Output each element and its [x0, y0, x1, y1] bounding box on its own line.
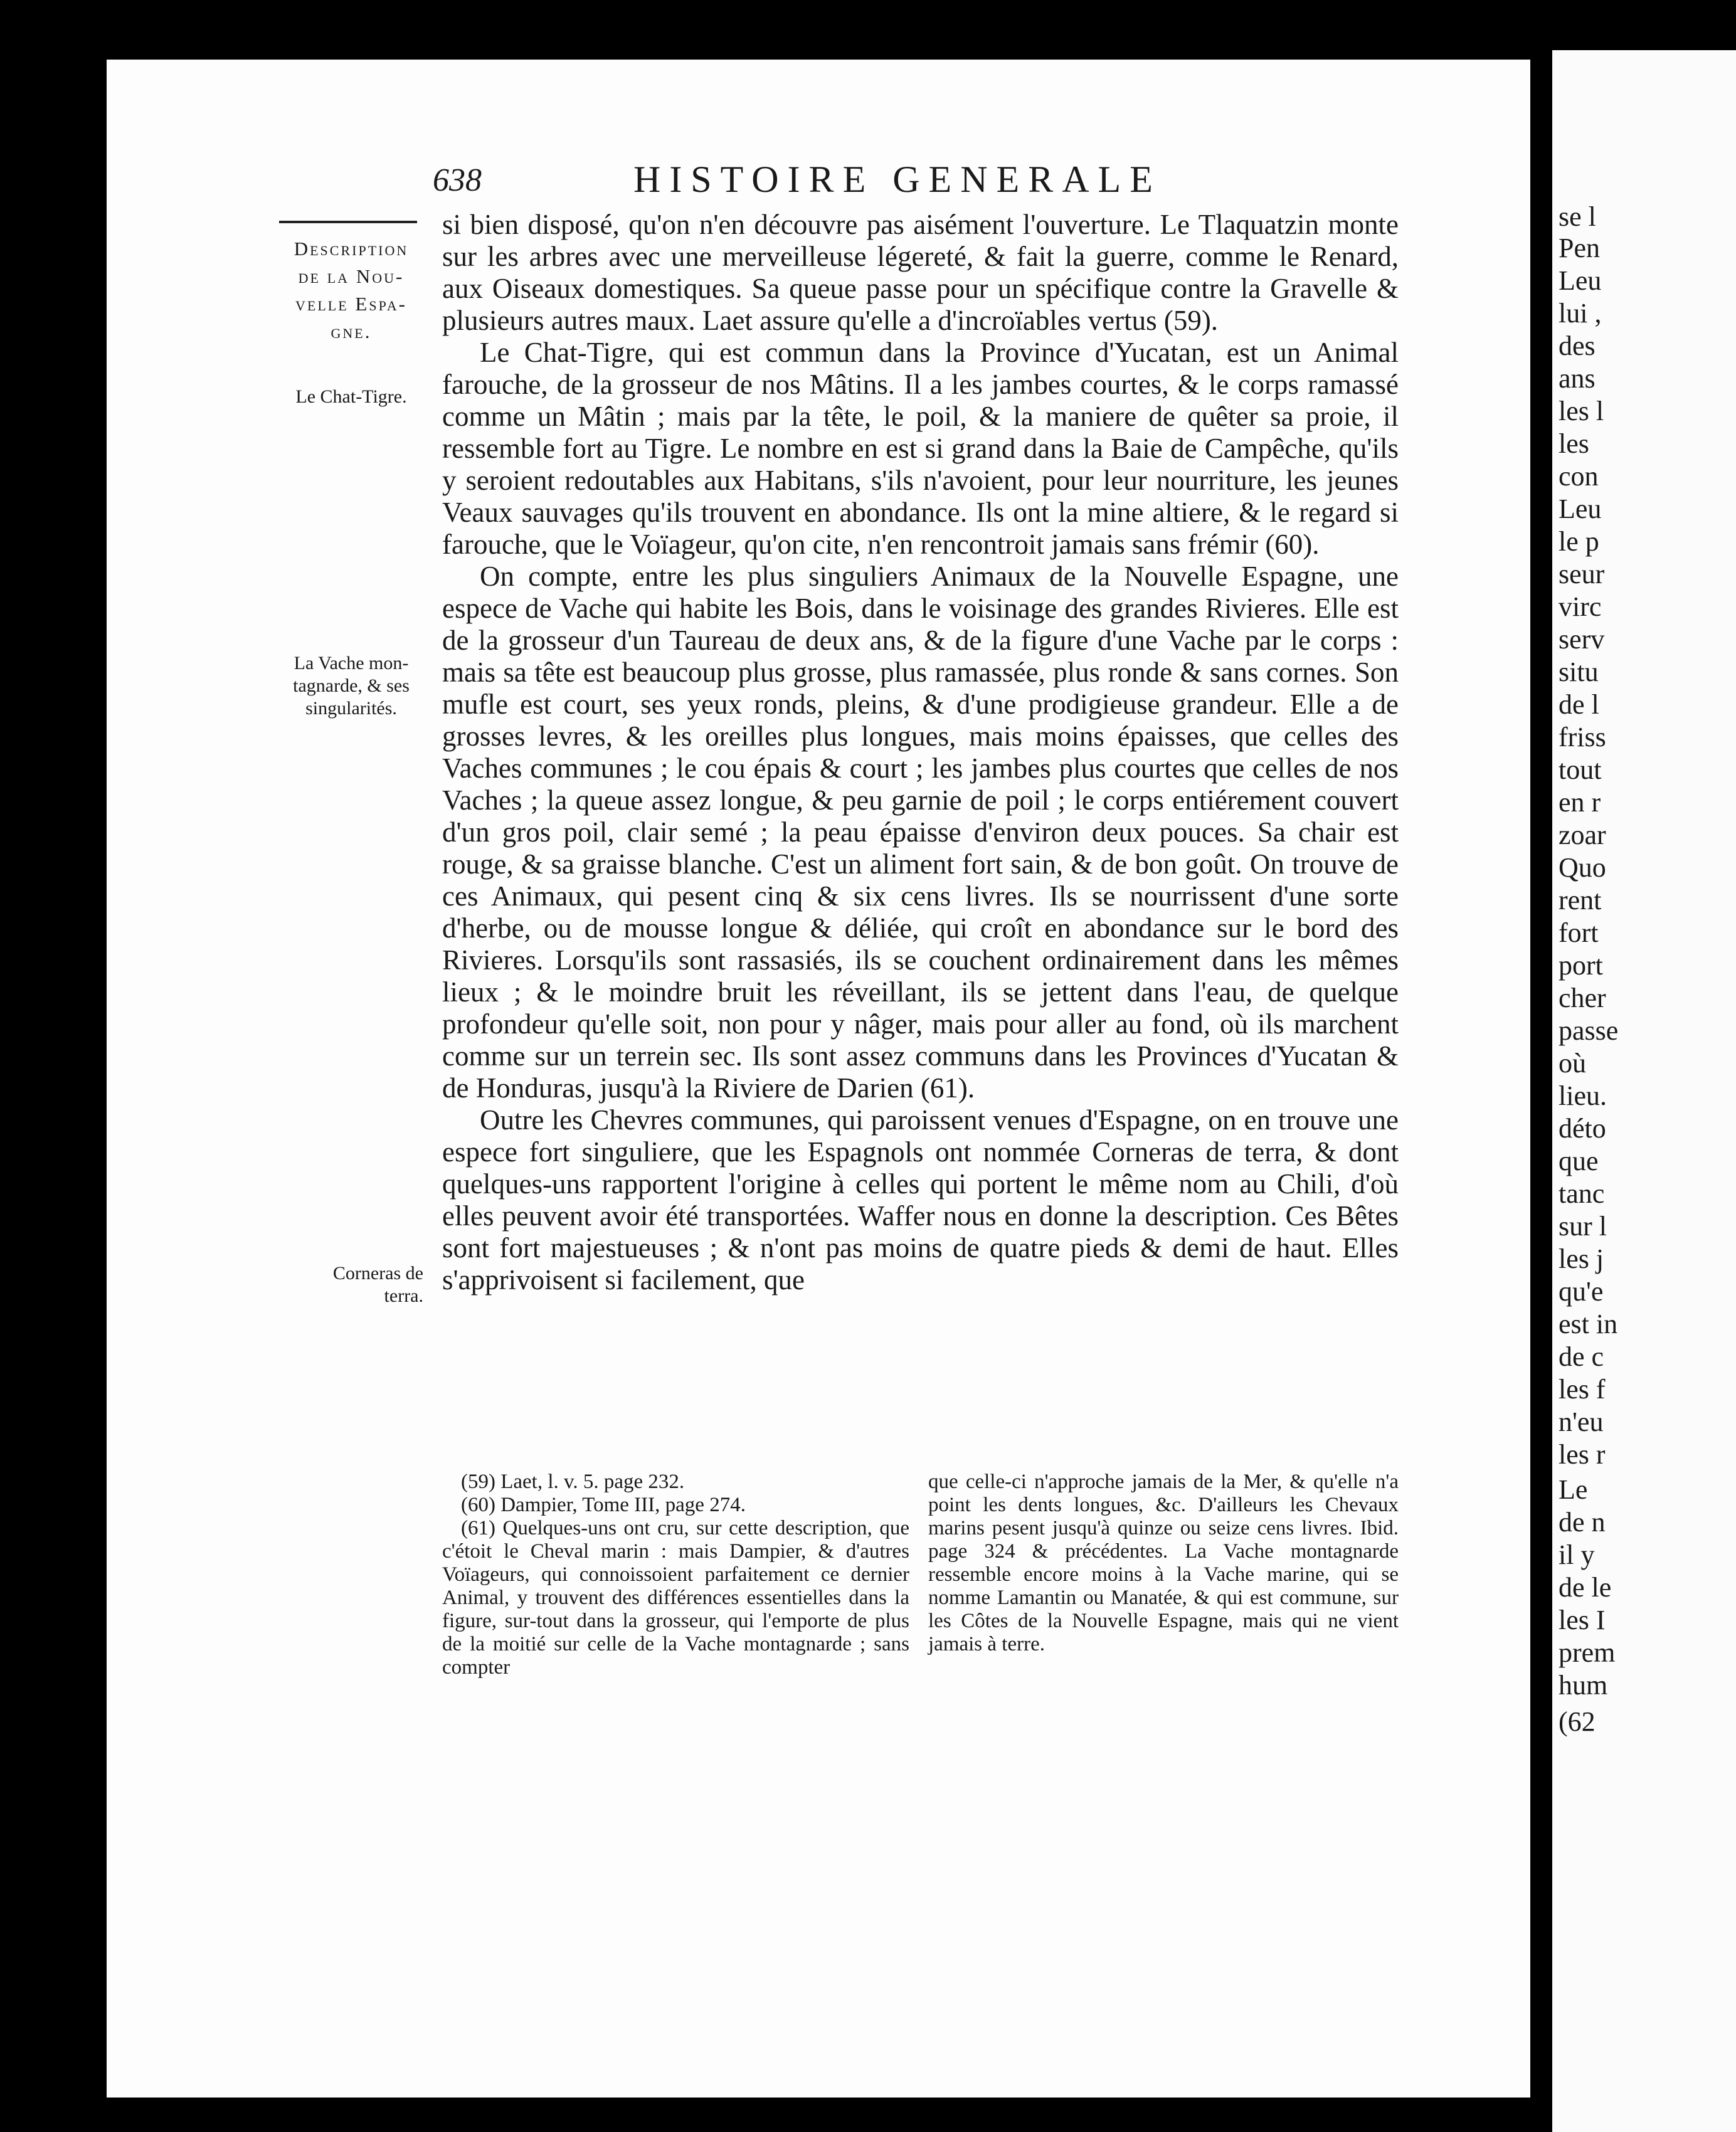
right-page-line: déto — [1559, 1113, 1606, 1144]
right-page-line: fort — [1559, 917, 1599, 948]
right-page-line: de le — [1559, 1572, 1612, 1603]
right-page-line: Leu — [1559, 493, 1602, 524]
right-page-line: se l — [1559, 201, 1596, 232]
footnote: (61) Quelques-uns ont cru, sur cette description, que c'étoit le Cheval marin : mais Dampier, & d'autres Voïageurs, qui connoissoient parfaitement ce dernier Animal, y trouvent des différences essentielles dans la figure, sur-tout dans la grosseur, qui l'emporte de plus de la moitié sur celle de la Vache montagnarde ; sans compter — [442, 1517, 909, 1679]
page-header — [433, 159, 1204, 207]
right-page-line: qu'e — [1559, 1276, 1604, 1307]
margin-note-chat-tigre: Le Chat-Tigre. — [295, 386, 407, 407]
footnote: (59) Laet, l. v. 5. page 232. — [461, 1470, 685, 1493]
right-page-line: les — [1559, 428, 1589, 459]
right-page-line: les f — [1559, 1374, 1606, 1405]
right-page-line: de l — [1559, 689, 1599, 720]
right-page-line: zoar — [1559, 820, 1606, 850]
right-page-line: Pen — [1559, 233, 1600, 263]
footnote-continuation: que celle-ci n'approche jamais de la Mer, & qu'elle n'a point les dents longues, &c. D'ailleurs les Chevaux marins pesent jusqu'à quinze ou seize cens livres. Ibid. page 324 & précédentes. La Vache montagnarde ressemble encore moins à la Vache marine, qui se nomme Lamantin ou Manatée, & qui est commune, sur les Côtes de la Nouvelle Espagne, mais qui ne vient jamais à terre. — [928, 1470, 1399, 1655]
right-page-line: Le — [1559, 1474, 1588, 1505]
right-page-line: (62 — [1559, 1706, 1596, 1737]
margin-rule — [279, 221, 417, 223]
right-page-line: virc — [1559, 591, 1602, 622]
right-page-line: que — [1559, 1146, 1599, 1176]
right-page-line: n'eu — [1559, 1406, 1604, 1437]
right-page-line: port — [1559, 950, 1603, 981]
right-page-line: sur l — [1559, 1211, 1607, 1242]
right-page-line: passe — [1559, 1015, 1619, 1046]
right-page-line: con — [1559, 461, 1599, 492]
margin-note-vache: La Vache mon- tagnarde, & ses singularités. — [293, 653, 410, 719]
right-page-line: Quo — [1559, 852, 1606, 883]
footnotes-right-column — [928, 1470, 1399, 1656]
right-page-line: friss — [1559, 722, 1606, 752]
paragraph: Le Chat-Tigre, qui est commun dans la Province d'Yucatan, est un Animal farouche, de la grosseur de nos Mâtins. Il a les jambes courtes, & le corps ramassé comme un Mâtin ; mais par la tête, le poil, & la maniere de quêter sa proie, il ressemble fort au Tigre. Le nombre en est si grand dans la Baie de Campêche, qu'ils y seroient redoutables aux Habitans, s'ils n'avoient, pour leur nourriture, les jeunes Veaux sauvages qu'ils trouvent en abondance. Ils ont la mine altiere, & le regard si farouche, que le Voïageur, qu'on cite, n'en rencontroit jamais sans frémir (60). — [442, 337, 1399, 560]
right-page-line: situ — [1559, 657, 1599, 687]
right-page-line: où — [1559, 1048, 1586, 1079]
paragraph: Outre les Chevres communes, qui paroissent venues d'Espagne, on en trouve une espece fort singuliere, que les Espagnols ont nommée Corneras de terra, & dont quelques-uns rapportent l'origine à celles qui portent le même nom au Chili, d'où elles peuvent avoir été transportées. Waffer nous en donne la description. Ces Bêtes sont fort majestueuses ; & n'ont pas moins de quatre pieds & demi de haut. Elles s'apprivoisent si facilement, que — [442, 1104, 1399, 1296]
right-page-line: lieu. — [1559, 1080, 1607, 1111]
right-page-line: il y — [1559, 1539, 1595, 1570]
right-page-line: de c — [1559, 1341, 1604, 1372]
right-page-line: des — [1559, 330, 1596, 361]
right-page-line: de n — [1559, 1507, 1606, 1538]
right-page-line: le p — [1559, 526, 1599, 557]
right-page-line: seur — [1559, 559, 1605, 589]
footnote: (60) Dampier, Tome III, page 274. — [461, 1494, 746, 1516]
margin-note-description: Description de la Nou- velle Espa- gne. — [294, 238, 409, 342]
right-page-line: les I — [1559, 1605, 1606, 1635]
right-page-line: prem — [1559, 1637, 1616, 1668]
right-page-line: en r — [1559, 787, 1601, 818]
right-page-line: hum — [1559, 1670, 1608, 1701]
right-page-line: lui , — [1559, 298, 1602, 329]
right-page-line: ans — [1559, 363, 1596, 394]
paragraph: si bien disposé, qu'on n'en découvre pas aisément l'ouverture. Le Tlaquatzin monte sur les arbres avec une merveilleuse légereté, & fait la guerre, comme le Renard, aux Oiseaux domestiques. Sa queue passe pour un spécifique contre la Gravelle & plusieurs autres maux. Laet assure qu'elle a d'incroïables vertus (59). — [442, 209, 1399, 336]
right-page-line: est in — [1559, 1309, 1618, 1339]
right-page-line: Leu — [1559, 265, 1602, 296]
paragraph: On compte, entre les plus singuliers Animaux de la Nouvelle Espagne, une espece de Vache qui habite les Bois, dans le voisinage des grandes Rivieres. Elle est de la grosseur d'un Taureau de deux ans, & de la figure d'une Vache par le corps : mais sa tête est beaucoup plus grosse, plus ramassée, plus ronde & sans cornes. Son mufle est court, ses yeux ronds, pleins, & d'une prodigieuse grandeur. Elle a de grosses levres, & les oreilles plus longues, mais moins épaisses, que celles des Vaches communes ; le cou épais & court ; les jambes plus courtes que celles de nos Vaches ; la queue assez longue, & peu garnie de poil ; le corps entiérement couvert d'un gros poil, clair semé ; la peau épaisse d'environ deux pouces. Sa chair est rouge, & sa graisse blanche. C'est un aliment fort sain, & de bon goût. On trouve de ces Animaux, qui pesent cinq & six cens livres. Ils se nourrissent d'une sorte d'herbe, ou de mousse longue & déliée, qui croît en abondance sur le bord des Rivieres. Lorsqu'ils sont rassasiés, ils se couchent ordinairement dans les mêmes lieux ; & le moindre bruit les réveillant, ils se jettent dans l'eau, de quelque profondeur qu'elle soit, non pour y nâger, mais pour aller au fond, où ils marchent comme sur un terrein sec. Ils sont assez communs dans les Provinces d'Yucatan & de Honduras, jusqu'à la Riviere de Darien (61). — [442, 561, 1399, 1104]
right-page-line: tanc — [1559, 1178, 1605, 1209]
running-title: HISTOIRE GENERALE — [633, 159, 1162, 200]
page-number: 638 — [433, 162, 482, 198]
right-page-line: les j — [1559, 1243, 1604, 1274]
right-page-line: les r — [1559, 1439, 1606, 1470]
right-page-line: rent — [1559, 885, 1602, 916]
margin-note-corneras: Corneras de terra. — [332, 1263, 423, 1306]
right-page-line: serv — [1559, 624, 1605, 655]
right-page-line: cher — [1559, 983, 1606, 1013]
footnotes-left-column — [442, 1470, 909, 1679]
right-page-line: tout — [1559, 754, 1602, 785]
main-text — [442, 209, 1399, 1296]
right-page-line: les l — [1559, 396, 1604, 426]
